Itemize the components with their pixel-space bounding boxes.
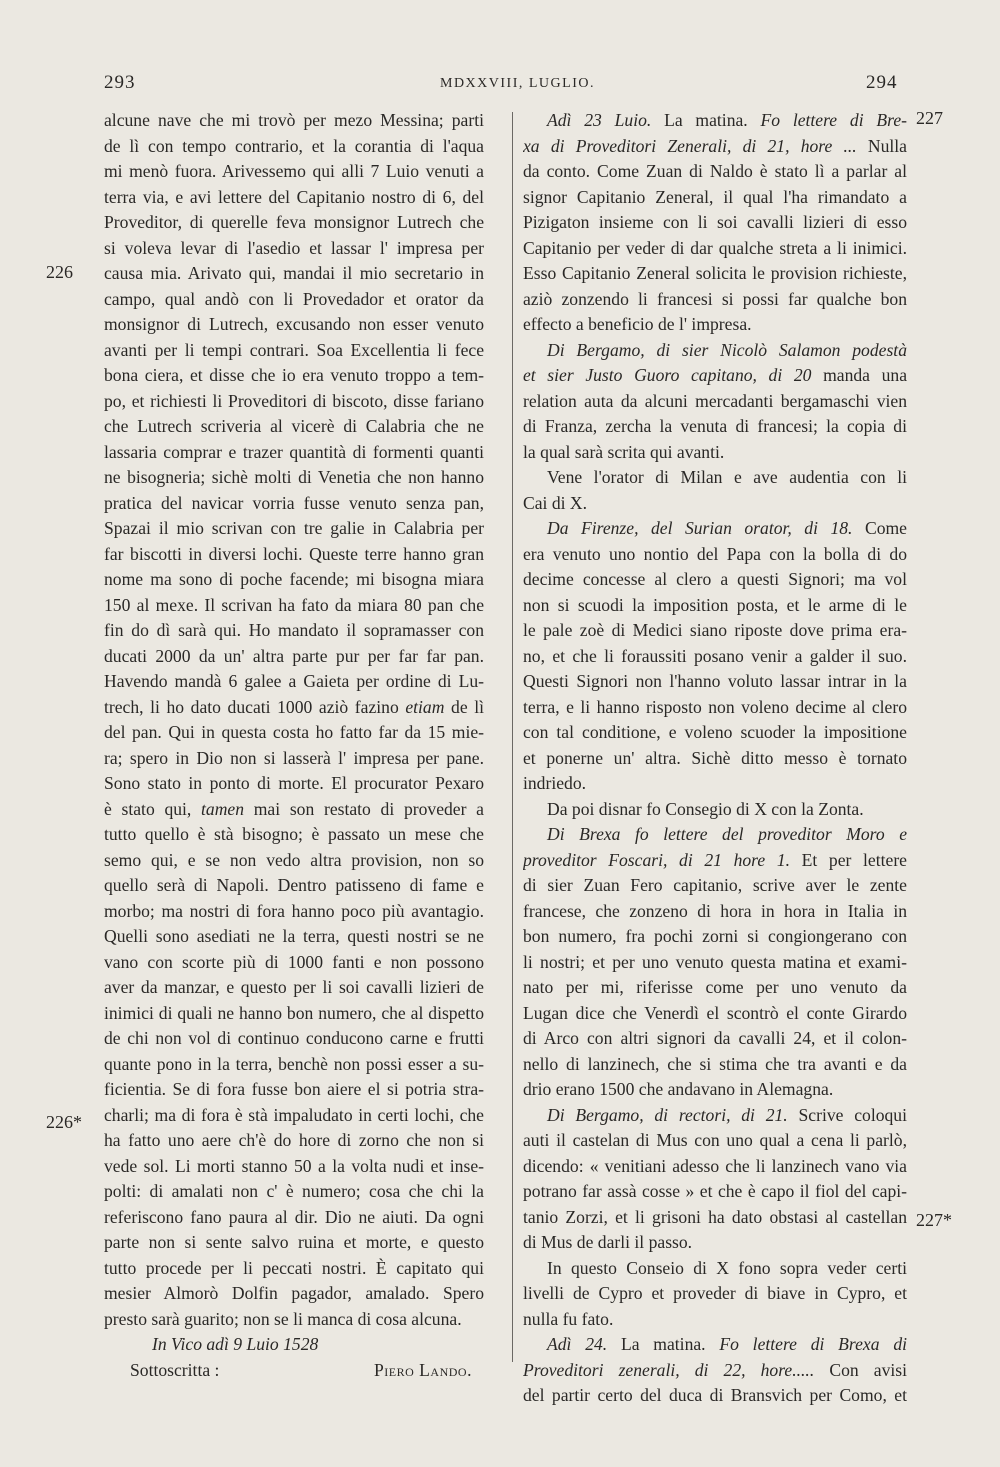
text-line: inimici di quali ne hanno bon numero, che al dispetto bbox=[104, 1002, 484, 1023]
text-line: campo, qual andò con li Provedador et orator da bbox=[104, 288, 484, 309]
italic-heading: et sier Justo Guoro capitano, di 20 bbox=[523, 365, 812, 385]
text-line: Capitanio per veder di dar qualche streta a li inimici. bbox=[523, 237, 907, 258]
text-line: ducati 2000 da un' altra parte pur per far far pan. bbox=[104, 645, 484, 666]
text-line: referiscono fano paura al dir. Dio ne aiuti. Da ogni bbox=[104, 1206, 484, 1227]
text-segment: Con avisi bbox=[814, 1359, 907, 1380]
italic-heading: Di Bergamo, di rectori, di 21. bbox=[547, 1104, 788, 1125]
text-line: Spazai il mio scrivan con tre galie in Calabria per bbox=[104, 518, 484, 538]
text-segment: La matina. bbox=[607, 1334, 720, 1354]
text-line: ficientia. Se di fora fusse bon aiere el si potria stra- bbox=[104, 1079, 484, 1099]
text-line: si voleva levar di l'asedio et lassar l' impresa per bbox=[104, 237, 484, 258]
margin-number-227-star: 227* bbox=[916, 1210, 952, 1230]
text-line: era venuto uno nontio del Papa con la bolla di do bbox=[523, 543, 907, 564]
sottoscritta-label: Sottoscritta : bbox=[130, 1359, 220, 1380]
italic-heading: proveditor Foscari, di 21 hore 1. bbox=[523, 849, 791, 870]
text-line: pratica del navicar vorria fusse venuto senza pan, bbox=[104, 492, 484, 513]
text-line: causa mia. Arivato qui, mandai il mio secretario in bbox=[104, 263, 484, 283]
text-segment: Et per lettere bbox=[790, 849, 907, 870]
text-line: Proveditor, di querelle feva monsignor Lutrech che bbox=[104, 212, 484, 232]
text-line: Da poi disnar fo Consegio di X con la Zonta. bbox=[547, 798, 864, 819]
italic-heading: Da Firenze, del Surian orator, di 18. bbox=[547, 518, 853, 538]
text-line: de chi non vol di continuo conducono carne e frutti bbox=[104, 1028, 484, 1048]
text-line: Esso Capitanio Zeneral solicita le provision richieste, bbox=[523, 263, 907, 283]
text-line: et ponerne un' altra. Sichè ditto messo è tornato bbox=[523, 747, 907, 768]
text-line: decime concesse al clero a questi Signori; ma vol bbox=[523, 569, 907, 589]
text-line: Lugan dice che Venerdì el scontrò el conte Girardo bbox=[523, 1002, 907, 1023]
text-line: tanio Zorzi, et li grisoni ha dato obstasi al castellan bbox=[523, 1206, 907, 1227]
text-line: Pizigaton insieme con li soi cavalli lizieri di esso bbox=[523, 212, 907, 232]
margin-number-226: 226 bbox=[46, 262, 73, 282]
text-line: livelli de Cypro et proveder di biave in Cypro, et bbox=[523, 1283, 907, 1303]
running-title: MDXXVIII, LUGLIO. bbox=[440, 76, 595, 91]
text-line: da conto. Come Zuan di Naldo è stato lì a parlar al bbox=[523, 161, 907, 181]
text-line: che Lutrech scriveria al vicerè di Calabria che ne bbox=[104, 416, 484, 436]
text-segment: Nulla bbox=[856, 135, 907, 156]
text-line: far biscotti in diversi lochi. Queste terre hanno gran bbox=[104, 543, 484, 564]
text-line: li nostri; et per uno venuto questa matina et exami- bbox=[523, 951, 907, 972]
text-line: quante pono in la terra, benchè non possi esser a su- bbox=[104, 1053, 484, 1074]
text-line bbox=[523, 848, 907, 874]
text-line: presto sarà guarito; non se li manca di cosa alcuna. bbox=[104, 1308, 462, 1329]
text-line bbox=[523, 1103, 907, 1129]
text-line: tutto quello è stà bisogno; è passato un mese che bbox=[104, 824, 484, 844]
text-line: le pale zoè di Medici siano riposte dove prima era- bbox=[523, 620, 907, 640]
text-line-etiam bbox=[104, 695, 484, 721]
text-line: del partir certo del duca di Bransvich per Como, et bbox=[523, 1385, 907, 1405]
text-segment: Scrive coloqui bbox=[787, 1104, 907, 1125]
date-heading: Adì 24. bbox=[547, 1334, 608, 1354]
signature-row bbox=[104, 1358, 484, 1384]
text-line: de lì con tempo contrario, et la corantia di l'aqua bbox=[104, 135, 484, 156]
margin-number-226-star: 226* bbox=[46, 1112, 82, 1132]
text-line: Questi Signori non l'hanno voluto lassar intrar in la bbox=[523, 671, 907, 691]
text-line: no, et che li foraussiti posano venir a galder il suo. bbox=[523, 645, 907, 666]
right-column bbox=[523, 108, 907, 1409]
text-line: effecto a beneficio de l' impresa. bbox=[523, 314, 752, 334]
text-line: Quelli sono asediati ne la terra, questi nostri se ne bbox=[104, 926, 484, 946]
text-line: fin do dì sarà qui. Ho mandato il sopramasser con bbox=[104, 620, 484, 640]
entry-24-line1 bbox=[523, 1332, 907, 1358]
text-line: semo qui, e se non vedo altra provision, non so bbox=[104, 849, 484, 870]
text-line bbox=[523, 363, 907, 389]
text-line: mi menò fuora. Arivessemo qui alli 7 Luio venuti a bbox=[104, 161, 484, 181]
text-line: Vene l'orator di Milan e ave audentia con li bbox=[547, 467, 907, 487]
text-line-tamen bbox=[104, 797, 484, 823]
text-line: del pan. Qui in questa costa ho fatto far da 15 mie- bbox=[104, 722, 484, 742]
text-line: signor Capitanio Zeneral, il qual l'ha rimandato a bbox=[523, 186, 907, 207]
text-line: mesier Almorò Dolfin pagador, amalado. Spero bbox=[104, 1283, 484, 1303]
text-line: nulla fu fato. bbox=[523, 1308, 614, 1329]
text-line: vede sol. Li morti stanno 50 a la volta nudi et inse- bbox=[104, 1155, 484, 1176]
italic-tamen: tamen bbox=[201, 798, 245, 819]
italic-heading: Di Bergamo, di sier Nicolò Salamon podestà bbox=[547, 339, 907, 360]
text-line: aver da manzar, e questo per li soi cavalli lizieri de bbox=[104, 977, 484, 997]
text-segment: de lì bbox=[444, 696, 484, 717]
text-segment: è stato qui, bbox=[104, 798, 202, 819]
italic-heading: xa di Proveditori Zenerali, di 21, hore ... bbox=[523, 135, 857, 156]
text-line: nello di lanzinech, che si stima che tra avanti e da bbox=[523, 1053, 907, 1074]
italic-heading: Di Brexa fo lettere del proveditor Moro e bbox=[547, 824, 907, 844]
text-line: ha fatto uno aere ch'è do hore di zorno che non si bbox=[104, 1130, 484, 1150]
page-number-left: 293 bbox=[104, 72, 136, 93]
text-segment: mai son restato di proveder a bbox=[244, 798, 484, 819]
text-line: ne bisogneria; sichè molti di Venetia che non hanno bbox=[104, 467, 484, 487]
text-segment: trech, li ho dato ducati 1000 aziò fazino bbox=[104, 696, 406, 717]
italic-heading: Fo lettere di Bre- bbox=[760, 110, 907, 130]
text-line: Havendo mandà 6 galee a Gaieta per ordine di Lu- bbox=[104, 671, 484, 691]
text-line: Sono stato in ponto di morte. El procurator Pexaro bbox=[104, 773, 484, 793]
italic-heading: Fo lettere di Brexa di bbox=[719, 1334, 907, 1354]
text-line: di sier Zuan Fero capitanio, scrive aver le zente bbox=[523, 875, 907, 895]
text-line: indriedo. bbox=[523, 773, 587, 793]
text-line: aziò zonzendo li francesi si possi far qualche bon bbox=[523, 288, 907, 309]
text-line: bona ciera, et disse che io era venuto troppo a tem- bbox=[104, 365, 484, 385]
text-line: non si scuodi la imposition posta, et le arme di le bbox=[523, 594, 907, 615]
text-line: di Mus de darli il passo. bbox=[523, 1232, 693, 1252]
text-line: terra via, e avi lettere del Capitanio nostro di 6, del bbox=[104, 186, 484, 207]
text-line: francese, che zonzeno di hora in hora in Italia in bbox=[523, 900, 907, 921]
left-column bbox=[104, 108, 484, 1383]
text-segment: manda una bbox=[811, 365, 907, 385]
signature-name: Piero Lando. bbox=[374, 1359, 472, 1380]
text-line: parte non si sente salvo ruina et morte, e questo bbox=[104, 1232, 484, 1252]
text-segment: La matina. bbox=[651, 110, 761, 130]
text-line: charli; ma di fora è stà impaludato in certi lochi, che bbox=[104, 1104, 484, 1125]
italic-heading: Proveditori zenerali, di 22, hore..... bbox=[523, 1359, 815, 1380]
text-line: In questo Conseio di X fono sopra veder certi bbox=[547, 1257, 907, 1278]
text-line bbox=[523, 134, 907, 160]
text-line bbox=[523, 516, 907, 542]
text-line: nato per mi, riferisse come per uno venuto da bbox=[523, 977, 907, 997]
text-line: la qual sarà scrita qui avanti. bbox=[523, 441, 725, 462]
text-line: Cai di X. bbox=[523, 492, 588, 513]
text-line: relation auta da alcuni mercadanti bergamaschi vien bbox=[523, 390, 907, 411]
page-number-right: 294 bbox=[866, 72, 898, 93]
text-line: di Franza, zercha la venuta di francesi; la copia di bbox=[523, 416, 907, 436]
text-line: alcune nave che mi trovò per mezo Messina; parti bbox=[104, 110, 484, 130]
margin-number-227: 227 bbox=[916, 108, 943, 128]
text-line: terra, e li hanno risposto non voleno decime al clero bbox=[523, 696, 907, 717]
italic-etiam: etiam bbox=[405, 696, 445, 717]
column-divider bbox=[512, 112, 513, 1362]
text-line bbox=[523, 1358, 907, 1384]
text-line: lassaria comprar e trazer quantità di formenti quanti bbox=[104, 441, 484, 462]
text-line: morbo; ma nostri di fora hanno poco più avantagio. bbox=[104, 900, 484, 921]
text-line: avanti per li tempi contrari. Soa Excellentia li fece bbox=[104, 339, 484, 360]
dateline: In Vico adì 9 Luio 1528 bbox=[152, 1334, 319, 1354]
text-line: tutto procede per li peccati nostri. È capitato qui bbox=[104, 1257, 484, 1278]
text-line: potrano far assà cosse » et che è capo il fiol del capi- bbox=[523, 1181, 907, 1201]
text-segment: Come bbox=[852, 518, 907, 538]
text-line: polti: di amalati non c' è numero; cosa che chi la bbox=[104, 1181, 484, 1201]
text-line: con tal conditione, e voleno scuoder la impositione bbox=[523, 722, 907, 742]
text-line: di Arco con altri signori da cavalli 24, et il colon- bbox=[523, 1028, 907, 1048]
text-line: po, et richiesti li Proveditori di biscoto, disse fariano bbox=[104, 390, 484, 411]
text-line: drio erano 1500 che andavano in Alemagna. bbox=[523, 1079, 834, 1099]
text-line: monsignor di Lutrech, excusando non esser venuto bbox=[104, 314, 484, 334]
text-line: ra; spero in Dio non si lasserà l' impresa per pane. bbox=[104, 747, 484, 768]
text-line: bon numero, fra pochi zorni si congiongerano con bbox=[523, 926, 907, 946]
entry-23-luio-line1 bbox=[523, 108, 907, 134]
text-line: 150 al mexe. Il scrivan ha fato da miara 80 pan che bbox=[104, 594, 484, 615]
text-line: auti il castelan di Mus con uno qual a cena li parlò, bbox=[523, 1130, 907, 1150]
date-heading: Adì 23 Luio. bbox=[547, 110, 652, 130]
text-line: dicendo: « venitiani adesso che li lanzinech vano via bbox=[523, 1155, 907, 1176]
text-line: vano con scorte più di 1000 fanti e non possono bbox=[104, 951, 484, 972]
text-line: quello serà di Napoli. Dentro patisseno di fame e bbox=[104, 875, 484, 895]
text-line: nome ma sono di poche facende; mi bisogna miara bbox=[104, 569, 484, 589]
